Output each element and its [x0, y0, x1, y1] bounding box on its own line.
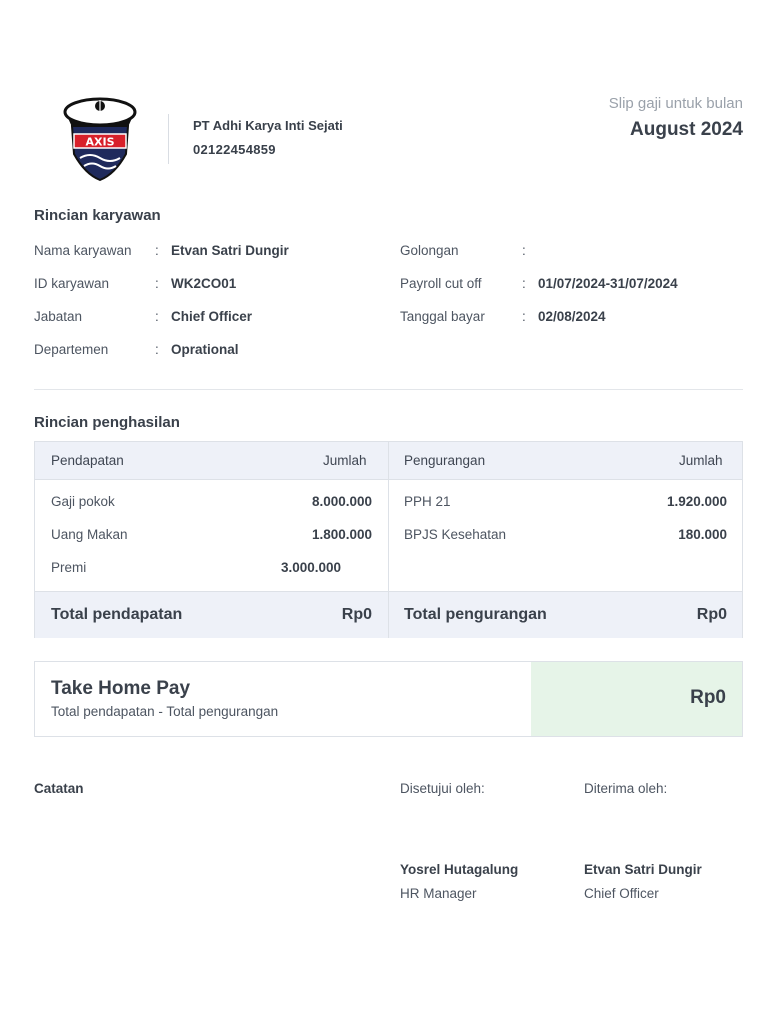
grade-label: Golongan — [400, 243, 459, 258]
slip-label: Slip gaji untuk bulan — [608, 95, 743, 112]
company-phone: 02122454859 — [193, 142, 276, 157]
total-deduction-label: Total pengurangan — [404, 606, 547, 623]
company-logo — [60, 94, 140, 184]
payroll-cutoff-label: Payroll cut off — [400, 276, 482, 291]
approved-by-label: Disetujui oleh: — [400, 781, 485, 796]
approver-role: HR Manager — [400, 886, 477, 901]
employee-section-title: Rincian karyawan — [34, 207, 161, 224]
earnings-section-title: Rincian penghasilan — [34, 414, 180, 431]
income-row-value: 3.000.000 — [280, 560, 341, 575]
income-row-value: 8.000.000 — [311, 494, 372, 509]
colon: : — [522, 243, 526, 258]
deduction-header: Pengurangan — [404, 453, 486, 468]
colon: : — [155, 309, 159, 324]
deduction-row-value: 1.920.000 — [666, 494, 727, 509]
header-divider — [168, 114, 169, 164]
department-label: Departemen — [34, 342, 109, 357]
deduction-row-label: PPH 21 — [404, 494, 451, 509]
take-home-amount: Rp0 — [690, 687, 726, 708]
notes-label: Catatan — [34, 781, 84, 796]
employee-id-label: ID karyawan — [34, 276, 110, 291]
table-column-divider — [388, 441, 389, 638]
colon: : — [522, 276, 526, 291]
colon: : — [155, 276, 159, 291]
income-row-label: Premi — [51, 560, 87, 575]
take-home-title: Take Home Pay — [51, 678, 191, 699]
payroll-cutoff-value: 01/07/2024-31/07/2024 — [538, 276, 678, 291]
colon: : — [155, 342, 159, 357]
colon: : — [155, 243, 159, 258]
company-name: PT Adhi Karya Inti Sejati — [193, 118, 343, 133]
position-label: Jabatan — [34, 309, 83, 324]
deduction-row-label: BPJS Kesehatan — [404, 527, 507, 542]
income-row-value: 1.800.000 — [311, 527, 372, 542]
position-value: Chief Officer — [171, 309, 253, 324]
employee-name-value: Etvan Satri Dungir — [171, 243, 289, 258]
employee-name-label: Nama karyawan — [34, 243, 132, 258]
income-header: Pendapatan — [51, 453, 124, 468]
received-by-label: Diterima oleh: — [584, 781, 668, 796]
receiver-name: Etvan Satri Dungir — [584, 862, 702, 877]
deduction-row-value: 180.000 — [678, 527, 727, 542]
pay-date-label: Tanggal bayar — [400, 309, 485, 324]
approver-name: Yosrel Hutagalung — [400, 862, 519, 877]
deduction-amount-header: Jumlah — [679, 453, 723, 468]
slip-month: August 2024 — [630, 119, 743, 140]
total-deduction-value: Rp0 — [696, 606, 727, 623]
logo-text: AXIS — [85, 135, 115, 149]
employee-id-value: WK2CO01 — [171, 276, 237, 291]
total-income-value: Rp0 — [341, 606, 372, 623]
income-row-label: Uang Makan — [51, 527, 128, 542]
income-row-label: Gaji pokok — [51, 494, 115, 509]
pay-date-value: 02/08/2024 — [538, 309, 606, 324]
department-value: Oprational — [171, 342, 239, 357]
receiver-role: Chief Officer — [584, 886, 659, 901]
section-divider — [34, 389, 743, 390]
colon: : — [522, 309, 526, 324]
total-income-label: Total pendapatan — [51, 606, 183, 623]
take-home-subtitle: Total pendapatan - Total pengurangan — [51, 704, 279, 719]
income-amount-header: Jumlah — [323, 453, 367, 468]
